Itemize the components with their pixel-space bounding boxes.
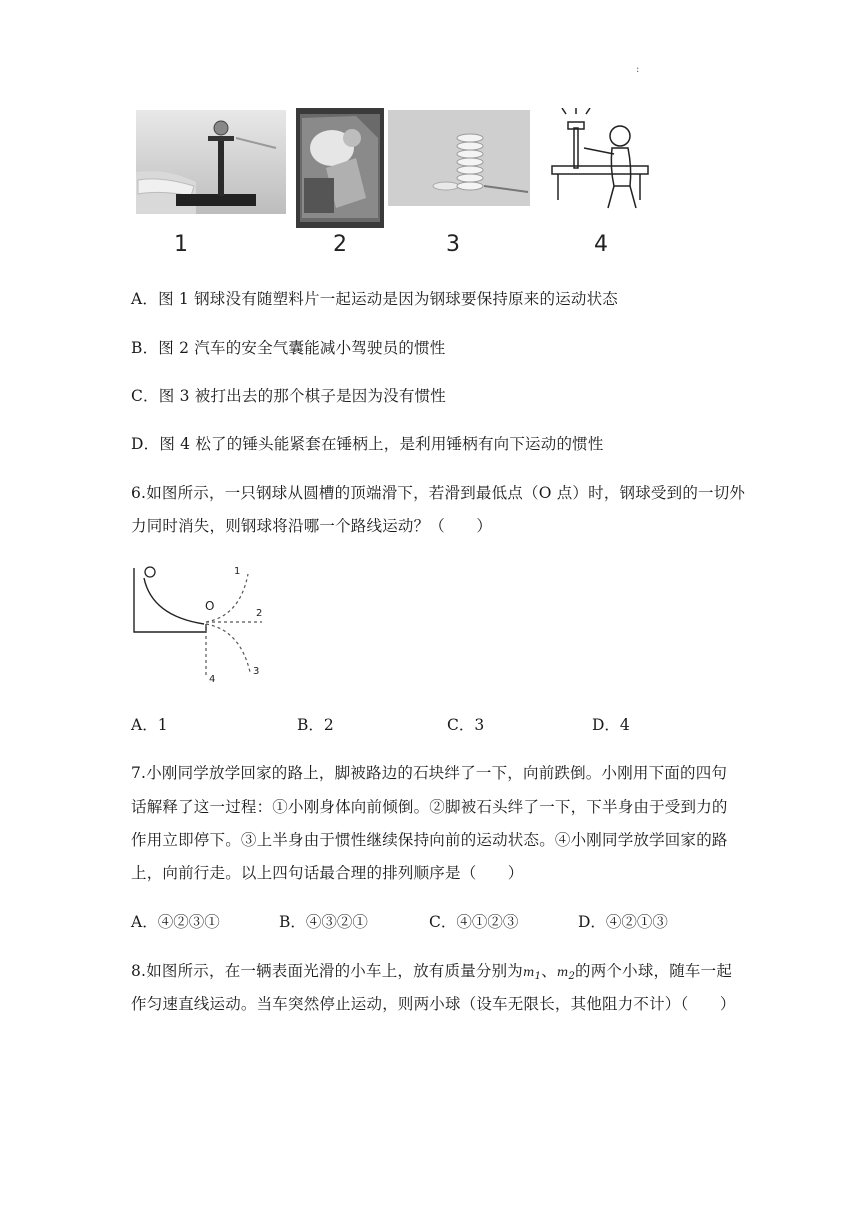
label-point-o: O [205,599,215,613]
q6-stem-line-1: 6.如图所示，一只钢球从圆槽的顶端滑下，若滑到最低点（O 点）时，钢球受到的一切外 [131,484,746,502]
figure-caption-1: 1 [174,232,188,257]
q7-stem-line-4: 上，向前行走。以上四句话最合理的排列顺序是（ ） [131,864,524,882]
mass-m2: m [556,965,569,979]
photo-1-steel-ball-stand [136,110,286,214]
q8-stem-line-1 [131,959,732,982]
q8-separator: 、 [541,962,557,980]
figure-caption-4: 4 [594,232,608,257]
q5-option-a: A．图 1 钢球没有随塑料片一起运动是因为钢球要保持原来的运动状态 [131,290,619,308]
q6-option-c: C．3 [447,716,485,734]
label-path-4: 4 [209,674,216,685]
q6-option-a: A．1 [131,716,168,734]
q7-stem-line-2: 话解释了这一过程：①小刚身体向前倾倒。②脚被石头绊了一下，下半身由于受到力的 [131,798,728,816]
figure-caption-3: 3 [446,232,460,257]
q8-text-pre: 8.如图所示，在一辆表面光滑的小车上，放有质量分别为 [131,962,523,980]
steel-ball [145,567,155,577]
q7-stem-line-1: 7.小刚同学放学回家的路上，脚被路边的石块绊了一下，向前跌倒。小刚用下面的四句 [131,764,728,782]
figure-row-q5 [134,108,674,258]
q7-stem-line-3: 作用立即停下。③上半身由于惯性继续保持向前的运动状态。④小刚同学放学回家的路 [131,831,728,849]
q6-option-d: D．4 [592,716,630,734]
q7-option-c: C．④①②③ [429,913,519,931]
corner-mark: : [636,64,640,75]
q5-option-c: C．图 3 被打出去的那个棋子是因为没有惯性 [131,387,446,405]
q6-option-b: B．2 [297,716,334,734]
mass-m1: m [523,965,535,979]
q7-option-b: B．④③②① [279,913,368,931]
photo-4-hammer-cartoon [550,108,650,216]
q5-option-b: B．图 2 汽车的安全气囊能减小驾驶员的惯性 [131,339,446,357]
q7-option-a: A．④②③① [131,913,220,931]
mass-m2-subscript: 2 [568,971,576,982]
mass-m1-subscript: 1 [534,971,542,982]
q8-stem-line-2: 作匀速直线运动。当车突然停止运动，则两小球（设车无限长，其他阻力不计）（ ） [131,995,736,1013]
q8-text-post: 的两个小球，随车一起 [575,962,733,980]
figure-caption-2: 2 [333,232,347,257]
q5-option-d: D．图 4 松了的锤头能紧套在锤柄上，是利用锤柄有向下运动的惯性 [131,435,604,453]
q7-option-d: D．④②①③ [578,913,668,931]
label-path-1: 1 [234,566,241,577]
photo-3-checker-stack [388,110,530,206]
label-path-3: 3 [253,666,260,677]
label-path-2: 2 [256,608,263,619]
q6-groove-diagram [128,560,278,690]
photo-2-airbag [296,108,384,228]
q6-stem-line-2: 力同时消失，则钢球将沿哪一个路线运动？（ ） [131,517,493,535]
